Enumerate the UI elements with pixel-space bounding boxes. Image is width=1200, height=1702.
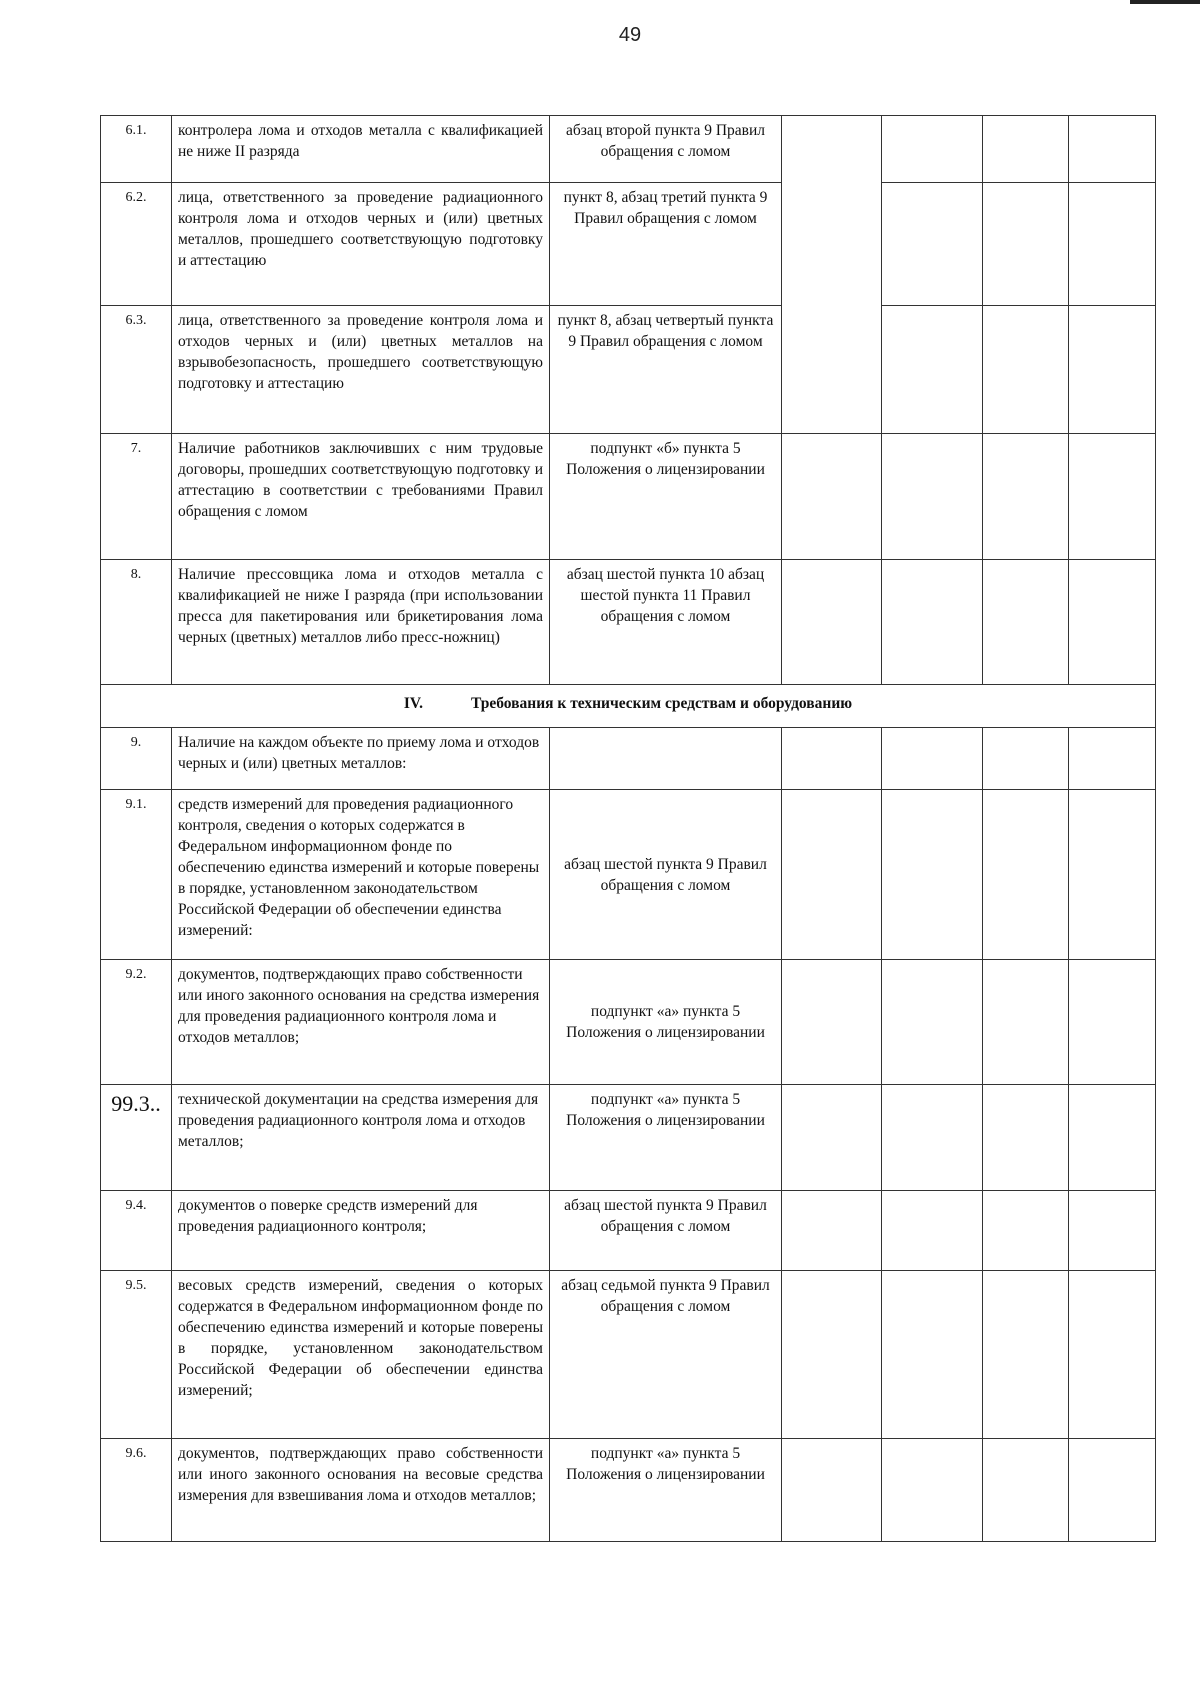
row-reference: абзац седьмой пункта 9 Правил обращения с ломом bbox=[550, 1271, 782, 1439]
row-number: 7. bbox=[101, 434, 172, 560]
empty-cell bbox=[983, 1271, 1069, 1439]
empty-cell bbox=[983, 1085, 1069, 1191]
row-description: Наличие работников заключивших с ним трудовые договоры, прошедших соответствующую подготовку и аттестацию в соответствии с требованиями Правил обращения с ломом bbox=[172, 434, 550, 560]
empty-cell bbox=[782, 560, 882, 685]
row-description: лица, ответственного за проведение радиационного контроля лома и отходов черных и (или) цветных металлов, прошедшего соответствующую подготовку и аттестацию bbox=[172, 183, 550, 306]
empty-cell bbox=[1069, 306, 1156, 434]
row-reference: абзац шестой пункта 9 Правил обращения с ломом bbox=[550, 1191, 782, 1271]
empty-cell bbox=[782, 1271, 882, 1439]
table-row bbox=[101, 1271, 1156, 1439]
page-number: 49 bbox=[618, 24, 642, 46]
empty-cell bbox=[1069, 1191, 1156, 1271]
row-number: 9.5. bbox=[101, 1271, 172, 1439]
row-description: документов о поверке средств измерений для проведения радиационного контроля; bbox=[172, 1191, 550, 1271]
empty-cell bbox=[1069, 960, 1156, 1085]
table-row bbox=[101, 728, 1156, 790]
section-title: Требования к техническим средствам и оборудованию bbox=[470, 695, 853, 712]
empty-cell bbox=[782, 1439, 882, 1542]
row-description: лица, ответственного за проведение контроля лома и отходов черных и (или) цветных металлов на взрывобезопасность, прошедшего соответствующую подготовку и аттестацию bbox=[172, 306, 550, 434]
row-number: 6.2. bbox=[101, 183, 172, 306]
table-row bbox=[101, 1191, 1156, 1271]
row-number: 9. bbox=[101, 728, 172, 790]
row-reference: абзац шестой пункта 9 Правил обращения с ломом bbox=[550, 790, 782, 960]
empty-cell bbox=[983, 306, 1069, 434]
table-row bbox=[101, 1085, 1156, 1191]
empty-cell bbox=[1069, 1271, 1156, 1439]
empty-cell bbox=[1069, 560, 1156, 685]
section-heading bbox=[101, 685, 1156, 728]
empty-cell bbox=[882, 1439, 983, 1542]
empty-cell bbox=[882, 1191, 983, 1271]
table-row bbox=[101, 306, 1156, 434]
requirements-table bbox=[100, 115, 1156, 1542]
table-row bbox=[101, 1439, 1156, 1542]
row-number: 6.1. bbox=[101, 116, 172, 183]
row-reference: подпункт «а» пункта 5 Положения о лицензировании bbox=[550, 1439, 782, 1542]
empty-cell bbox=[782, 960, 882, 1085]
empty-cell bbox=[882, 790, 983, 960]
empty-cell bbox=[1069, 1439, 1156, 1542]
empty-cell bbox=[1069, 790, 1156, 960]
row-reference: подпункт «б» пункта 5 Положения о лицензировании bbox=[550, 434, 782, 560]
empty-cell bbox=[882, 1271, 983, 1439]
empty-cell bbox=[983, 960, 1069, 1085]
row-description: Наличие прессовщика лома и отходов металла с квалификацией не ниже I разряда (при использовании пресса для пакетирования или брикетирования лома черных (цветных) металлов либо пресс-ножниц) bbox=[172, 560, 550, 685]
empty-cell bbox=[983, 1439, 1069, 1542]
empty-cell bbox=[882, 434, 983, 560]
empty-cell bbox=[782, 728, 882, 790]
empty-cell bbox=[983, 116, 1069, 183]
row-number: 9.2. bbox=[101, 960, 172, 1085]
empty-cell bbox=[782, 1085, 882, 1191]
table-row bbox=[101, 434, 1156, 560]
empty-cell bbox=[782, 116, 882, 434]
empty-cell bbox=[882, 306, 983, 434]
section-heading-row bbox=[101, 685, 1156, 728]
scan-corner-mark bbox=[1130, 0, 1200, 4]
row-number: 99.3.. bbox=[101, 1085, 172, 1191]
table-row bbox=[101, 116, 1156, 183]
row-reference: пункт 8, абзац третий пункта 9 Правил обращения с ломом bbox=[550, 183, 782, 306]
row-description: технической документации на средства измерения для проведения радиационного контроля лома и отходов металлов; bbox=[172, 1085, 550, 1191]
row-description: средств измерений для проведения радиационного контроля, сведения о которых содержатся в Федеральном информационном фонде по обеспечению единства измерений и которые поверены в порядке, установленном законодательством Российской Федерации об обеспечении единства измерений: bbox=[172, 790, 550, 960]
empty-cell bbox=[1069, 1085, 1156, 1191]
row-number: 9.4. bbox=[101, 1191, 172, 1271]
row-description: контролера лома и отходов металла с квалификацией не ниже II разряда bbox=[172, 116, 550, 183]
empty-cell bbox=[1069, 116, 1156, 183]
table-row bbox=[101, 960, 1156, 1085]
empty-cell bbox=[782, 434, 882, 560]
row-description: Наличие на каждом объекте по приему лома и отходов черных и (или) цветных металлов: bbox=[172, 728, 550, 790]
row-reference bbox=[550, 728, 782, 790]
row-reference: абзац второй пункта 9 Правил обращения с ломом bbox=[550, 116, 782, 183]
row-number: 6.3. bbox=[101, 306, 172, 434]
row-reference: абзац шестой пункта 10 абзац шестой пункта 11 Правил обращения с ломом bbox=[550, 560, 782, 685]
table-row bbox=[101, 183, 1156, 306]
empty-cell bbox=[983, 560, 1069, 685]
row-description: документов, подтверждающих право собственности или иного законного основания на весовые средства измерения для взвешивания лома и отходов металлов; bbox=[172, 1439, 550, 1542]
row-number: 9.1. bbox=[101, 790, 172, 960]
empty-cell bbox=[882, 1085, 983, 1191]
empty-cell bbox=[983, 1191, 1069, 1271]
empty-cell bbox=[983, 434, 1069, 560]
row-number: 8. bbox=[101, 560, 172, 685]
table-row bbox=[101, 790, 1156, 960]
row-description: документов, подтверждающих право собственности или иного законного основания на средства измерения для проведения радиационного контроля лома и отходов металлов; bbox=[172, 960, 550, 1085]
empty-cell bbox=[1069, 183, 1156, 306]
row-description: весовых средств измерений, сведения о которых содержатся в Федеральном информационном фонде по обеспечению единства измерений и которые поверены в порядке, установленном законодательством Российской Федерации об обеспечении единства измерений; bbox=[172, 1271, 550, 1439]
empty-cell bbox=[983, 790, 1069, 960]
empty-cell bbox=[782, 790, 882, 960]
row-reference: подпункт «а» пункта 5 Положения о лицензировании bbox=[550, 1085, 782, 1191]
row-reference: пункт 8, абзац четвертый пункта 9 Правил обращения с ломом bbox=[550, 306, 782, 434]
empty-cell bbox=[782, 1191, 882, 1271]
table-row bbox=[101, 560, 1156, 685]
empty-cell bbox=[1069, 434, 1156, 560]
section-number: IV. bbox=[403, 695, 423, 712]
empty-cell bbox=[882, 116, 983, 183]
empty-cell bbox=[882, 560, 983, 685]
empty-cell bbox=[882, 960, 983, 1085]
empty-cell bbox=[983, 728, 1069, 790]
empty-cell bbox=[1069, 728, 1156, 790]
empty-cell bbox=[983, 183, 1069, 306]
row-number: 9.6. bbox=[101, 1439, 172, 1542]
empty-cell bbox=[882, 183, 983, 306]
empty-cell bbox=[882, 728, 983, 790]
row-reference: подпункт «а» пункта 5 Положения о лицензировании bbox=[550, 960, 782, 1085]
